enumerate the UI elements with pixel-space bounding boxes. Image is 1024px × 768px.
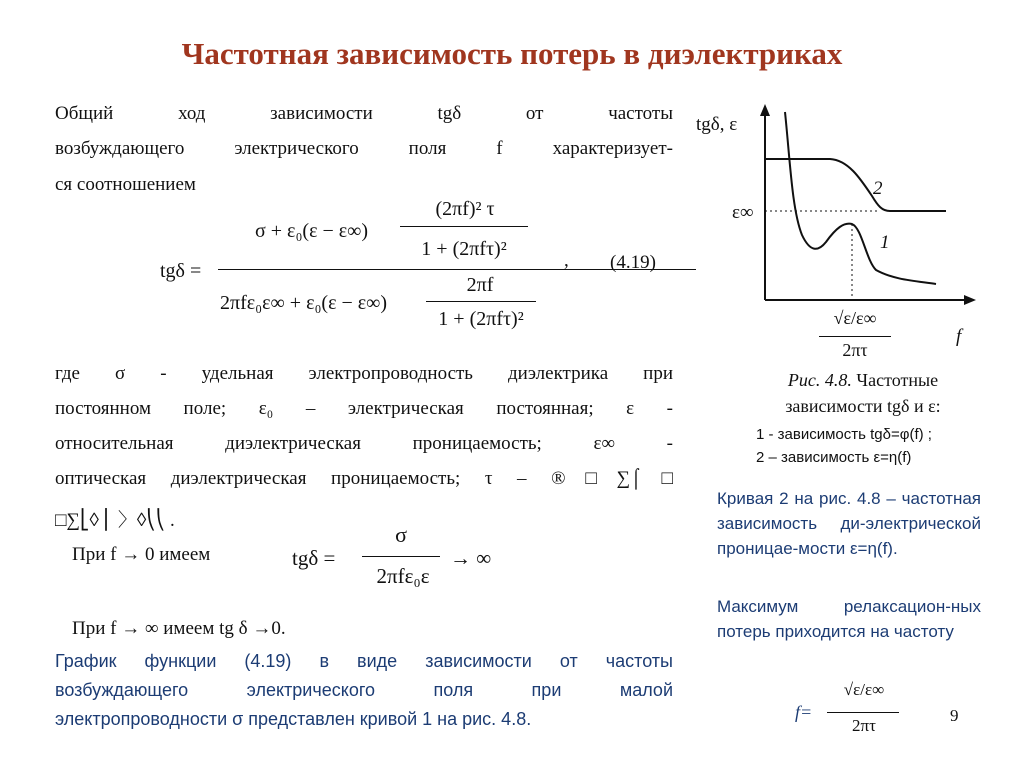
formula-num-frac-top: (2πf)² τ [435,198,495,220]
formula-den-prefix: 2πfε₀ε∞ + ε₀(ε − ε∞) [220,292,388,314]
figure-legend-2: 2 – зависимость ε=η(f) [756,449,912,466]
curve-2-label: 2 [873,178,883,199]
figure-caption-line-1: Рис. 4.8. Частотные [787,370,939,390]
formula-num-frac-bar [400,226,528,227]
definitions-line-4: оптическая диэлектрическая проницаемость; τ – ®□∑⌠□ [55,468,673,489]
limit-zero-denominator: 2πfε₀ε [376,564,430,588]
conclusion-line-2: возбуждающего электрического поля при малой [55,680,673,700]
formula-4-19 [160,196,680,346]
f-formula-lhs: f= [795,702,813,722]
y-axis-label: tgδ, ε [696,114,738,135]
figure-legend-1: 1 - зависимость tgδ=φ(f) ; [756,426,932,443]
x-tick-bottom: 2πτ [842,340,868,360]
side-note-text-1: Кривая 2 на рис. 4.8 – частотная зависимость ди-электрической проницае-мости ε=η(f). [717,489,981,558]
formula-den-frac-bar [426,301,536,302]
definitions-line-5: □∑⎣◊⎪ 〉◊⎝⎝ . [55,510,175,531]
limit-zero-numerator: σ [395,522,407,547]
limit-zero-lhs: tgδ = [292,546,336,570]
f-formula-bottom: 2πτ [852,716,876,735]
definitions-line-1: где σ - удельная электропроводность диэлектрика при [55,363,673,384]
curve-1 [785,112,936,284]
f-formula-bar [827,712,899,713]
x-tick-bar [819,336,891,337]
formula-den-frac-bottom: 1 + (2πfτ)² [438,308,524,330]
formula-comma: , [564,250,569,271]
conclusion-line-3: электропроводности σ представлен кривой 1 на рис. 4.8. [55,709,532,729]
limit-zero-formula [292,522,522,598]
formula-num-prefix: σ + ε₀(ε − ε∞) [255,220,369,242]
conclusion-line-1: График функции (4.19) в виде зависимости от частоты [55,651,673,671]
f-formula-top: √ε/ε∞ [843,680,885,699]
figure-caption-line-2: зависимости tgδ и ε: [785,396,941,416]
intro-line-1: Общий ход зависимости tgδ от частоты [55,103,673,124]
formula-den-frac-top: 2πf [466,274,494,296]
limit-inf-text: При f → ∞ имеем tg δ →0. [72,618,286,639]
side-note-text-2: Максимум релаксацион-ных потерь приходится на частоту [717,597,981,641]
eps-inf-label: ε∞ [732,202,754,223]
slide-title: Частотная зависимость потерь в диэлектриках [181,36,843,71]
x-axis-label: f [956,326,962,347]
intro-line-3: ся соотношением [55,174,196,195]
limit-zero-arrow: → ∞ [450,546,492,570]
formula-lhs: tgδ = [160,260,202,282]
limit-zero-text: При f → 0 имеем [72,544,211,565]
intro-line-2: возбуждающего электрического поля f характеризует- [55,138,673,159]
x-tick-top: √ε/ε∞ [833,308,877,328]
formula-number: (4.19) [610,252,656,273]
f-formula [795,680,915,744]
definitions-line-2: постоянном поле; ε₀ – электрическая постоянная; ε - [55,398,673,419]
curve-1-label: 1 [880,232,890,253]
y-axis-arrow [760,104,770,116]
page-number: 9 [950,706,959,725]
x-tick-fraction [815,308,895,364]
x-axis-arrow [964,295,976,305]
formula-num-frac-bottom: 1 + (2πfτ)² [421,238,507,260]
definitions-line-3: относительная диэлектрическая проницаемость; ε∞ - [55,433,673,454]
limit-zero-bar [362,556,440,557]
